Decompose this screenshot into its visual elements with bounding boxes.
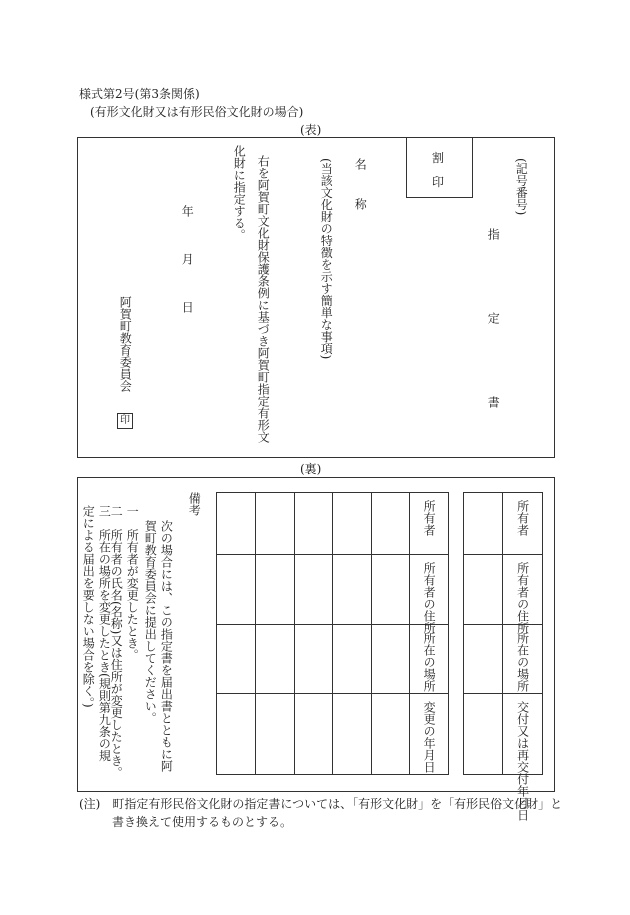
statement-line1: 右を阿賀町文化財保護条例に基づき阿賀町指定有形文 bbox=[256, 155, 271, 443]
back-side-label: (裏) bbox=[300, 462, 322, 476]
remarks-intro: 次の場合には、この指定書を届出書とともに阿賀町教育委員会に提出してください。 bbox=[143, 520, 174, 772]
left-table-divider bbox=[255, 492, 256, 775]
certificate-title: 指 定 書 bbox=[486, 228, 501, 438]
form-subtitle: (有形文化財又は有形民俗文化財の場合) bbox=[90, 105, 304, 119]
issuer-name: 阿賀町教育委員会 bbox=[118, 296, 133, 392]
left-table-divider bbox=[371, 492, 372, 775]
footnote-line2: 書き換えて使用するものとする。 bbox=[112, 815, 293, 829]
front-side-label: (表) bbox=[300, 123, 322, 137]
record-number: (記号番号) bbox=[514, 158, 529, 216]
remarks-title: 備考 bbox=[187, 492, 202, 516]
official-stamp: 印 bbox=[117, 413, 133, 429]
left-table-divider bbox=[332, 492, 333, 775]
issue-date: 年 月 日 bbox=[180, 205, 195, 325]
right-header-location: 所在の場所 bbox=[515, 632, 530, 692]
statement-line2: 化財に指定する。 bbox=[232, 145, 247, 241]
footnote-line1: (注) 町指定有形民俗文化財の指定書については、「有形文化財」を「有形民俗文化財」と bbox=[79, 797, 563, 811]
left-header-change-date: 変更の年月日 bbox=[422, 701, 437, 773]
left-header-location: 所在の場所 bbox=[422, 632, 437, 692]
left-header-owner: 所有者 bbox=[422, 500, 437, 536]
right-header-owner: 所有者 bbox=[515, 500, 530, 536]
remarks-item-2: 二 所有者の氏名(名称)又は住所が変更したとき。 bbox=[109, 505, 124, 779]
right-header-issue-date: 交付又は再交付年月日 bbox=[515, 701, 530, 821]
feature-note: (当該文化財の特徴を示す簡単な事項) bbox=[319, 158, 334, 360]
left-table-divider bbox=[294, 492, 295, 775]
left-header-owner-address: 所有者の住所 bbox=[422, 562, 437, 634]
form-number: 様式第2号(第3条関係) bbox=[79, 87, 200, 101]
seal-box-line1: 割 bbox=[432, 151, 445, 165]
seal-box-line2: 印 bbox=[432, 175, 445, 189]
remarks-item-1: 一 所有者が変更したとき。 bbox=[125, 505, 140, 661]
right-header-owner-address: 所有者の住所 bbox=[515, 562, 530, 634]
certificate-front-box bbox=[77, 137, 555, 458]
name-label: 名 称 bbox=[353, 158, 368, 218]
remarks-item-3: 三 所在の場所を変更したとき(規則第九条の規定による届出を要しない場合を除く。) bbox=[81, 505, 112, 762]
